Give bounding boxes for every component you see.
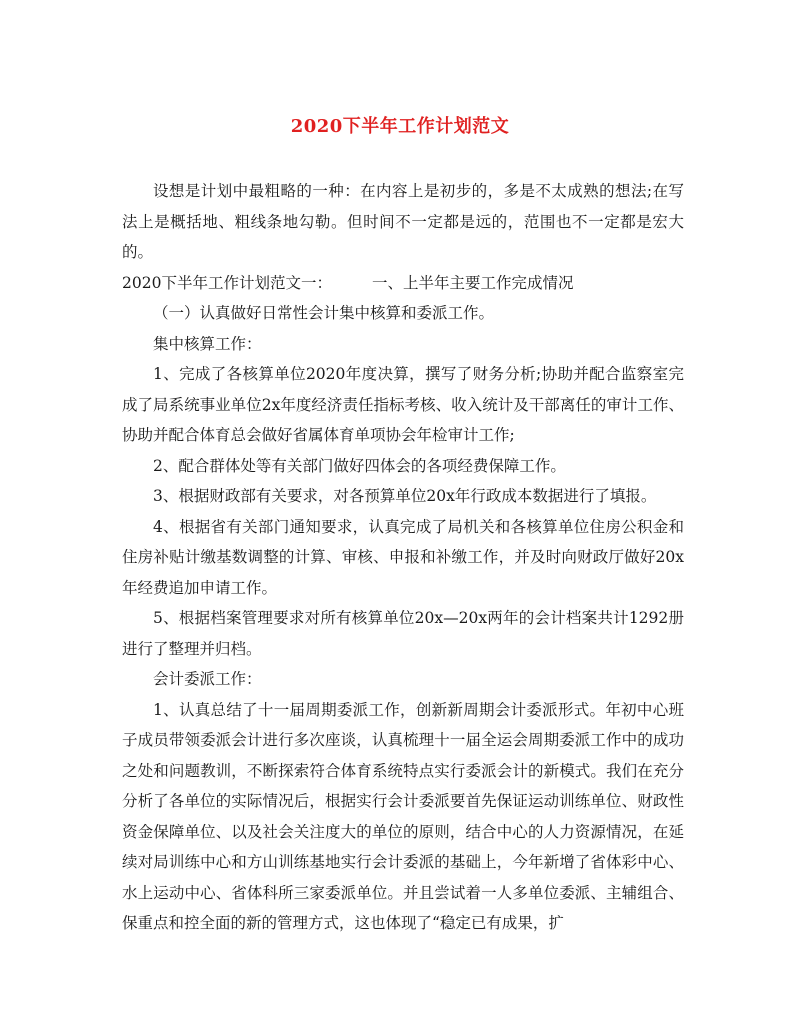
- subheading-accounting-delegation: 会计委派工作：: [153, 670, 262, 688]
- list-item-2: 2、配合群体处等有关部门做好四体会的各项经费保障工作。: [153, 456, 566, 475]
- list-item-4: 4、根据省有关部门通知要求，认真完成了局机关和各核算单位住房公积金和住房补贴计缴基数调整的计算、审核、申报和补缴工作，并及时向财政厅做好20x年经费追加申请工作。: [122, 517, 684, 597]
- list-item-6: 1、认真总结了十一届周期委派工作，创新新周期会计委派形式。年初中心班子成员带领委派会计进行多次座谈，认真梳理十一届全运会周期委派工作中的成功之处和问题教训，不断探索符合体育系统特点实行委派会计的新模式。我们在充分分析了各单位的实际情况后，根据实行会计委派要首先保证运动训练单位、财政性资金保障单位、以及社会关注度大的单位的原则，结合中心的人力资源情况，在延续对局训练中心和方山训练基地实行会计委派的基础上，今年新增了省体彩中心、水上运动中心、省体科所三家委派单位。并且尝试着一人多单位委派、主辅组合、保重点和控全面的新的管理方式，这也体现了“稳定已有成果，扩: [122, 700, 684, 932]
- heading-line: [122, 268, 684, 299]
- list-item-5: 5、根据档案管理要求对所有核算单位20x—20x两年的会计档案共计1292册进行了整理并归档。: [122, 609, 684, 658]
- section-heading-1: （一）认真做好日常性会计集中核算和委派工作。: [153, 304, 495, 322]
- document-body: [122, 176, 684, 939]
- list-item-3: 3、根据财政部有关要求，对各预算单位20x年行政成本数据进行了填报。: [153, 487, 657, 505]
- document-title: 2020下半年工作计划范文: [290, 116, 510, 137]
- heading-line-right: 一、上半年主要工作完成情况: [371, 273, 574, 292]
- intro-paragraph: 设想是计划中最粗略的一种：在内容上是初步的，多是不太成熟的想法;在写法上是概括地、粗线条地勾勒。但时间不一定都是远的，范围也不一定都是宏大的。: [122, 182, 684, 261]
- list-item-1: 1、完成了各核算单位2020年度决算，撰写了财务分析;协助并配合监察室完成了局系统事业单位2x年度经济责任指标考核、收入统计及干部离任的审计工作、协助并配合体育总会做好省属体育单项协会年检审计工作;: [122, 365, 684, 444]
- heading-line-left: 2020下半年工作计划范文一：: [122, 273, 332, 292]
- subheading-centralized-accounting: 集中核算工作：: [153, 334, 262, 353]
